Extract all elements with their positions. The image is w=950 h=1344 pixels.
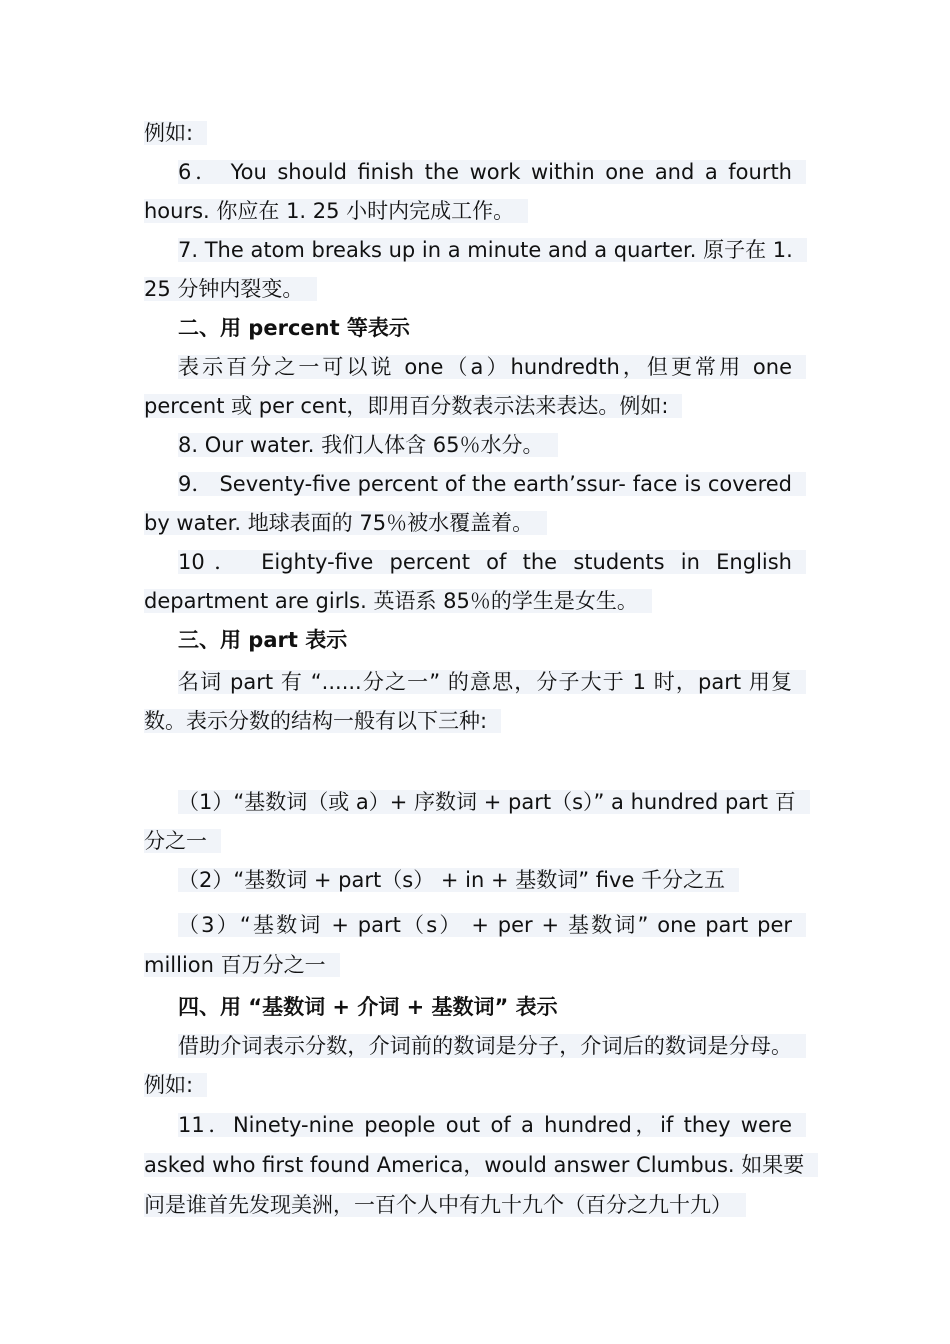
text-line: 例如: <box>144 121 207 145</box>
example-10 <box>144 543 806 621</box>
blank-line <box>144 741 806 780</box>
example-6 <box>144 153 806 231</box>
heading-text: 四、用 “基数词 + 介词 + 基数词” 表示 <box>178 995 558 1019</box>
structure-2 <box>144 861 806 900</box>
paragraph-percent <box>144 348 806 426</box>
structure-text: （1）“基数词（或 a）+ 序数词 + part（s）” a hundred part 百分之一 <box>144 790 810 853</box>
example-text: 10． Eighty-five percent of the students in English department are girls. 英语系 85％的学生是女生。 <box>144 550 806 613</box>
paragraph-text: 借助介词表示分数，介词前的数词是分子，介词后的数词是分母。例如: <box>144 1034 806 1097</box>
section-heading-preposition <box>144 988 806 1027</box>
example-9 <box>144 465 806 543</box>
structure-text: （2）“基数词 + part（s） + in + 基数词” five 千分之五 <box>178 868 739 892</box>
paragraph-part <box>144 663 806 741</box>
example-text: 9． Seventy-five percent of the earth’ssur- face is covered by water. 地球表面的 75％被水覆盖着。 <box>144 472 806 535</box>
heading-text: 三、用 part 表示 <box>178 628 348 652</box>
document-page <box>144 114 806 1225</box>
example-8 <box>144 426 806 465</box>
paragraph-text: 表示百分之一可以说 one（a）hundredth，但更常用 one percent 或 per cent，即用百分数表示法来表达。例如: <box>144 355 806 418</box>
structure-3 <box>144 905 806 985</box>
example-text: 11．Ninety-nine people out of a hundred，if they were asked who first found America，would answer Clumbus. 如果要问是谁首先发现美洲，一百个人中有九十九个（百分之九十九） <box>144 1113 818 1217</box>
section-heading-percent <box>144 309 806 348</box>
example-text: 6． You should finish the work within one and a fourth hours. 你应在 1. 25 小时内完成工作。 <box>144 160 806 223</box>
example-11 <box>144 1105 806 1225</box>
example-text: 8. Our water. 我们人体含 65％水分。 <box>178 433 558 457</box>
structure-text: （3）“基数词 + part（s） + per + 基数词” one part per million 百万分之一 <box>144 913 806 977</box>
paragraph-text: 名词 part 有 “......分之一” 的意思，分子大于 1 时，part 用复数。表示分数的结构一般有以下三种: <box>144 670 806 733</box>
paragraph-preposition <box>144 1027 806 1105</box>
example-text: 7. The atom breaks up in a minute and a quarter. 原子在 1. 25 分钟内裂变。 <box>144 238 807 301</box>
structure-1 <box>144 783 806 861</box>
paragraph-intro <box>144 114 806 153</box>
section-heading-part <box>144 621 806 660</box>
heading-text: 二、用 percent 等表示 <box>178 316 410 340</box>
example-7 <box>144 231 806 309</box>
